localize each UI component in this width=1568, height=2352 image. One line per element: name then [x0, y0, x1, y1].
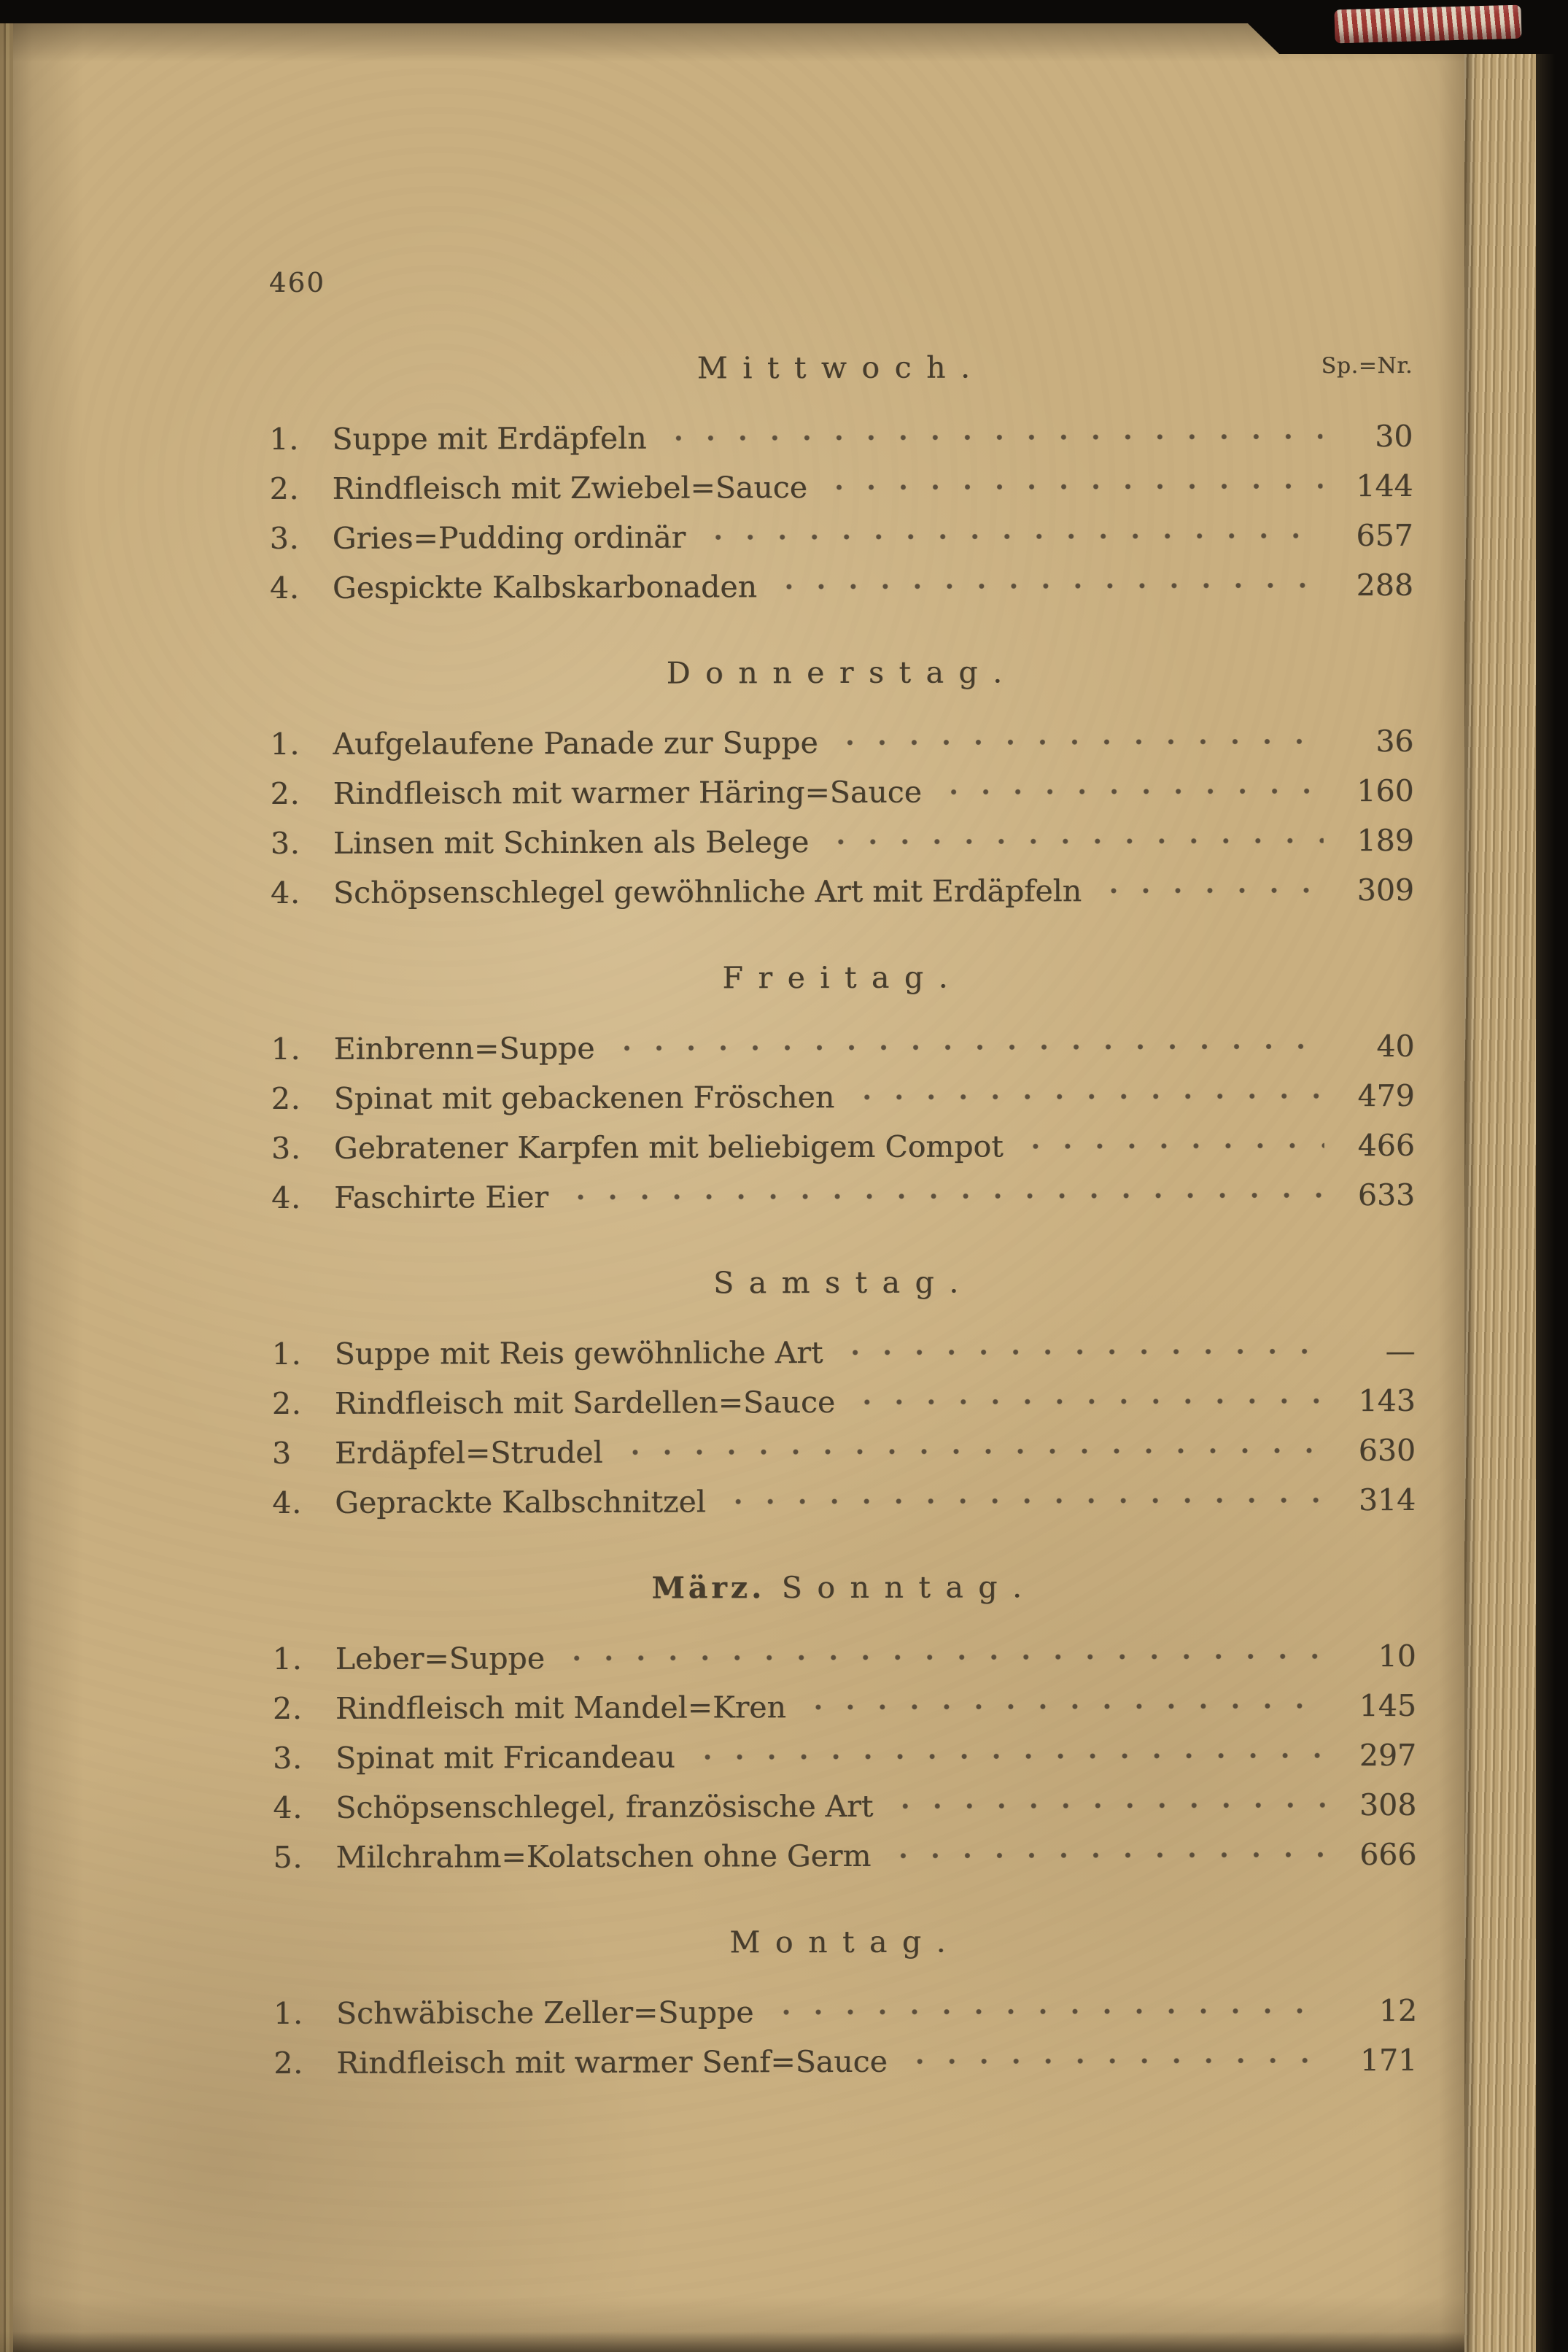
item-name: Suppe mit Erdäpfeln: [332, 420, 647, 457]
item-number: 1.: [271, 1031, 301, 1067]
section-header: [271, 1256, 1415, 1309]
menu-item-row: [270, 716, 1413, 769]
item-ref-number: 314: [1358, 1482, 1416, 1518]
item-name: Schwäbische Zeller=Suppe: [335, 1995, 754, 2031]
item-name: Rindfleisch mit Zwiebel=Sauce: [332, 470, 808, 506]
section-title: Samstag.: [713, 1264, 974, 1301]
menu-item-row: [272, 1376, 1416, 1428]
item-ref-number: 189: [1357, 822, 1414, 859]
dot-leader: [560, 1170, 1324, 1222]
dot-leader: [556, 1631, 1326, 1683]
dot-leader: [658, 411, 1322, 463]
dot-leader: [687, 1730, 1327, 1782]
dot-leader: [899, 2035, 1327, 2086]
menu-item-row: [273, 1681, 1416, 1733]
item-name: Rindfleisch mit Sardellen=Sauce: [334, 1385, 836, 1421]
item-name: Geprackte Kalbschnitzel: [335, 1484, 706, 1520]
menu-item-row: [273, 1631, 1416, 1684]
item-ref-number: 479: [1357, 1078, 1415, 1114]
dot-leader: [846, 1071, 1324, 1122]
dot-leader: [614, 1425, 1325, 1477]
item-number: 4.: [272, 1485, 303, 1521]
dot-leader: [820, 816, 1324, 867]
column-header-sp-nr: Sp.=Nr.: [1321, 352, 1413, 379]
item-number: 2.: [273, 2045, 304, 2081]
book-headband: [1334, 5, 1521, 44]
item-number: 1.: [273, 1995, 303, 2032]
item-ref-number: 666: [1359, 1836, 1417, 1873]
section-header: [270, 646, 1413, 699]
bottom-page-shadow: [0, 2332, 1464, 2352]
menu-item-row: [269, 461, 1413, 514]
item-ref-number: 171: [1359, 2042, 1418, 2078]
item-ref-number: 36: [1375, 723, 1414, 759]
item-number: 2.: [270, 775, 300, 812]
item-name: Spinat mit Fricandeau: [335, 1739, 675, 1776]
item-name: Rindfleisch mit warmer Häring=Sauce: [333, 774, 922, 811]
menu-item-row: [273, 1986, 1417, 2038]
item-ref-number: 12: [1378, 1992, 1418, 2029]
item-number: 1.: [271, 1336, 302, 1372]
section-title: Freitag.: [722, 959, 963, 996]
section-title-prefix: März.: [651, 1570, 766, 1606]
dot-leader: [819, 461, 1323, 512]
dot-leader: [847, 1376, 1325, 1427]
item-name: Gebratener Karpfen mit beliebigem Compot: [333, 1129, 1004, 1166]
dot-leader: [697, 511, 1323, 562]
item-name: Aufgelaufene Panade zur Suppe: [333, 725, 818, 762]
item-ref-number: 633: [1357, 1177, 1416, 1213]
item-name: Rindfleisch mit Mandel=Kren: [335, 1690, 787, 1726]
menu-item-row: [272, 1326, 1416, 1379]
item-ref-number: 466: [1357, 1127, 1415, 1164]
item-number: 4.: [273, 1790, 303, 1826]
item-ref-number: 630: [1358, 1432, 1416, 1469]
item-number: 2.: [272, 1690, 303, 1727]
menu-item-row: [269, 411, 1413, 464]
item-number: 1.: [269, 421, 300, 457]
item-ref-number: 288: [1356, 567, 1413, 603]
item-number: 3.: [273, 1740, 303, 1776]
item-ref-number: 160: [1357, 773, 1414, 809]
page-stack-fore-edge: [1464, 47, 1536, 2352]
item-name: Schöpsenschlegel, französische Art: [335, 1788, 874, 1825]
menu-item-row: [271, 1170, 1415, 1223]
menu-item-row: [273, 1830, 1416, 1882]
menu-item-row: [270, 511, 1413, 563]
dot-leader: [834, 1326, 1324, 1377]
item-ref-number: 657: [1356, 517, 1413, 554]
dot-leader: [769, 560, 1323, 611]
menu-item-row: [273, 2035, 1417, 2088]
item-name: Gespickte Kalbskarbonaden: [332, 569, 758, 606]
item-number: 4.: [270, 875, 300, 911]
right-binding-shadow: [1536, 0, 1568, 2352]
item-number: 3.: [269, 520, 300, 557]
section-title: Donnerstag.: [666, 654, 1017, 691]
menu-item-row: [271, 766, 1414, 819]
menu-item-row: [271, 816, 1414, 868]
item-ref-number: 10: [1378, 1638, 1416, 1674]
item-ref-number: —: [1385, 1333, 1416, 1369]
left-page-edges: [0, 22, 13, 2352]
menu-item-row: [273, 1730, 1416, 1783]
item-number: 2.: [271, 1385, 302, 1422]
item-name: Faschirte Eier: [334, 1180, 549, 1215]
item-ref-number: 297: [1359, 1737, 1417, 1773]
item-ref-number: 145: [1359, 1687, 1416, 1724]
item-ref-number: 143: [1358, 1382, 1416, 1419]
item-number: 3.: [271, 1130, 301, 1167]
page-number: 460: [268, 266, 326, 299]
dot-leader: [606, 1021, 1324, 1073]
menu-sections: [269, 341, 1417, 2088]
item-name: Erdäpfel=Strudel: [334, 1434, 603, 1471]
item-ref-number: 30: [1375, 418, 1413, 454]
dot-leader: [798, 1681, 1326, 1732]
item-ref-number: 40: [1376, 1028, 1415, 1064]
item-ref-number: 144: [1356, 468, 1413, 504]
item-number: 1.: [270, 726, 300, 762]
item-number: 3: [271, 1435, 292, 1471]
dot-leader: [718, 1475, 1325, 1526]
dot-leader: [765, 1986, 1327, 2037]
menu-item-row: [271, 1121, 1415, 1173]
item-name: Rindfleisch mit warmer Senf=Sauce: [336, 2043, 888, 2081]
item-name: Einbrenn=Suppe: [333, 1030, 595, 1067]
section-title: Sonntag.: [781, 1569, 1037, 1606]
item-number: 1.: [272, 1641, 303, 1677]
item-ref-number: 309: [1357, 872, 1415, 908]
section-title: Mittwoch.: [696, 349, 985, 386]
menu-item-row: [270, 560, 1413, 613]
item-name: Suppe mit Reis gewöhnliche Art: [334, 1335, 823, 1372]
item-number: 3.: [270, 825, 300, 862]
item-name: Spinat mit gebackenen Fröschen: [333, 1080, 835, 1116]
item-name: Gries=Pudding ordinär: [332, 519, 686, 556]
section-header: [273, 1916, 1417, 1968]
menu-item-row: [271, 865, 1414, 918]
item-number: 2.: [269, 471, 300, 507]
menu-item-row: [272, 1475, 1416, 1528]
dot-leader: [1093, 865, 1324, 916]
menu-item-row: [271, 1071, 1415, 1123]
book-page: [0, 22, 1464, 2352]
menu-item-row: [271, 1021, 1414, 1074]
section-header: [269, 341, 1413, 394]
menu-item-row: [272, 1425, 1416, 1478]
dot-leader: [1015, 1121, 1324, 1171]
item-number: 4.: [271, 1180, 301, 1216]
dot-leader: [830, 716, 1324, 767]
dot-leader: [882, 1830, 1326, 1881]
dot-leader: [885, 1780, 1326, 1831]
item-name: Linsen mit Schinken als Belege: [333, 824, 810, 861]
item-number: 5.: [273, 1839, 303, 1876]
item-name: Milchrahm=Kolatschen ohne Germ: [335, 1838, 872, 1875]
item-ref-number: 308: [1359, 1787, 1417, 1823]
item-name: Leber=Suppe: [335, 1641, 546, 1676]
dot-leader: [934, 766, 1324, 816]
section-header: [271, 951, 1414, 1004]
menu-item-row: [273, 1780, 1416, 1833]
section-title: Montag.: [729, 1924, 961, 1960]
page-content: [269, 255, 1418, 2088]
item-number: 2.: [271, 1080, 301, 1117]
item-name: Schöpsenschlegel gewöhnliche Art mit Erdäpfeln: [333, 873, 1082, 910]
item-number: 4.: [269, 570, 300, 606]
section-header: [272, 1561, 1416, 1614]
